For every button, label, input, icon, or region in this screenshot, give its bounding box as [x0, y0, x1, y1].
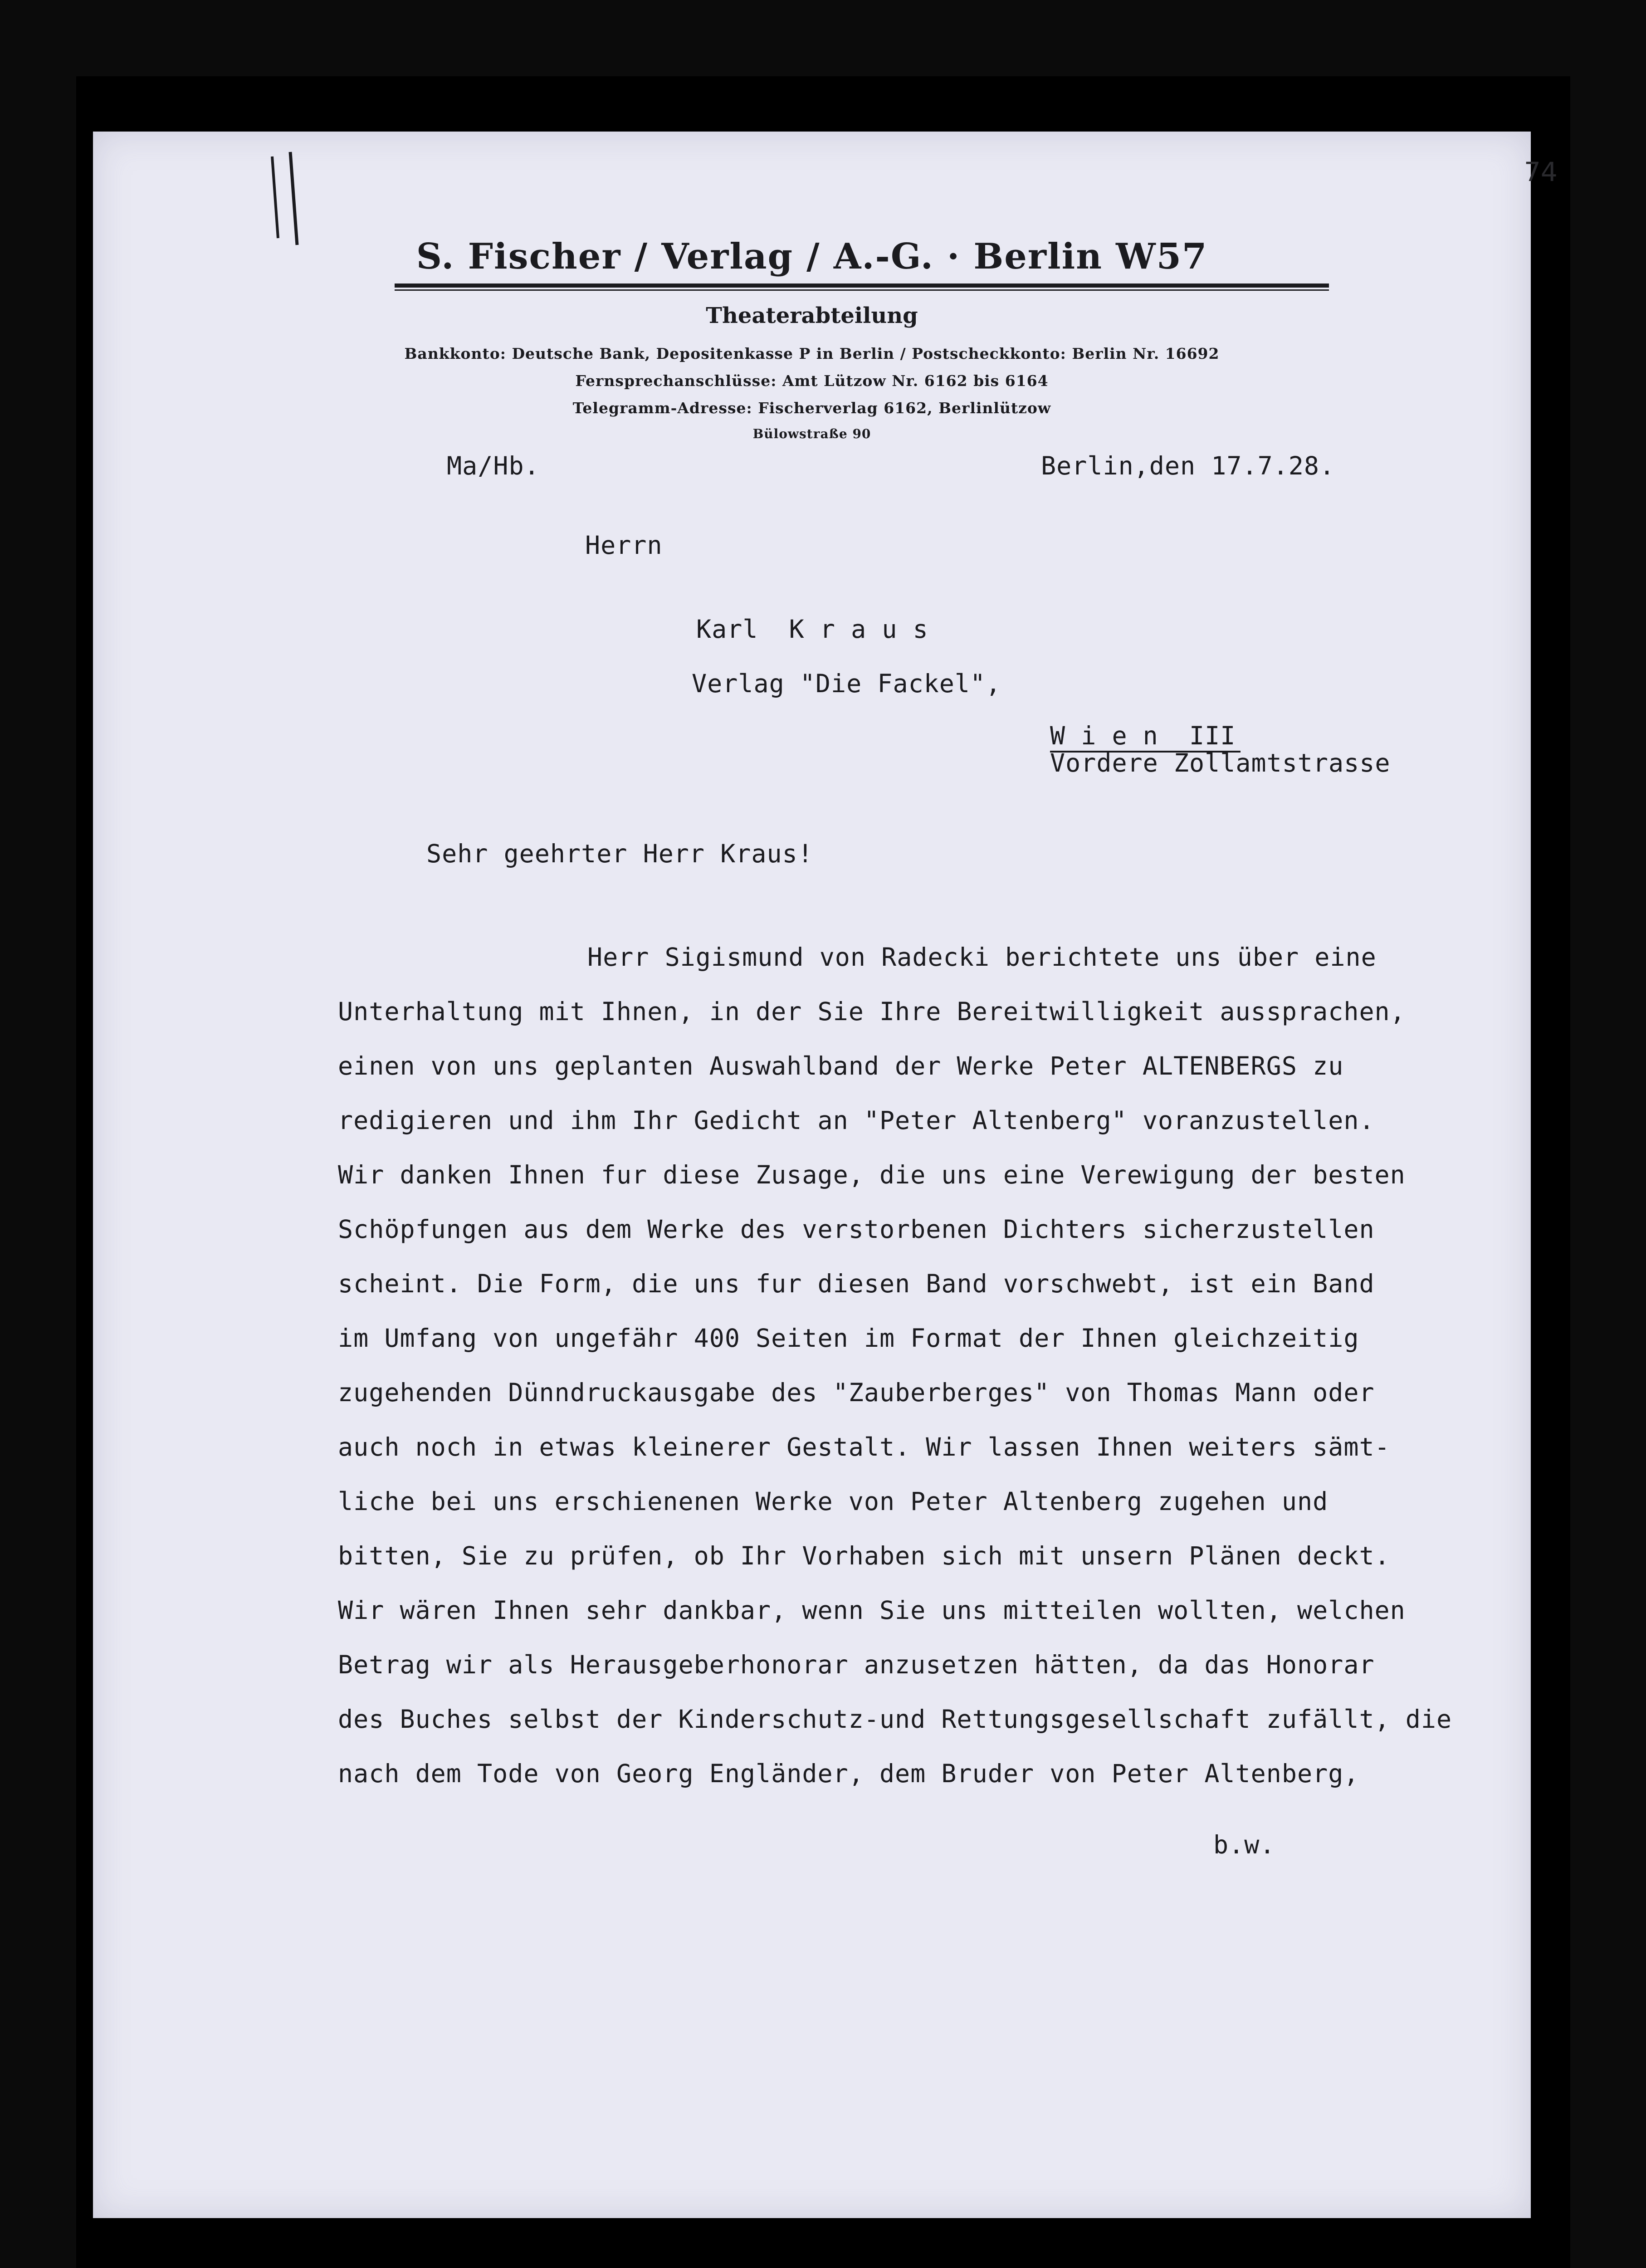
body-line: Wir danken Ihnen fur diese Zusage, die uns eine Verewigung der besten	[338, 1160, 1406, 1189]
letter-body	[338, 930, 1499, 1801]
recipient-street: Vordere Zollamtstrasse	[1050, 748, 1391, 777]
body-line: einen von uns geplanten Auswahlband der Werke Peter ALTENBERGS zu	[338, 1051, 1344, 1080]
recipient-city: W i e n III	[1050, 721, 1236, 750]
letterhead-phone-line: Fernsprechanschlüsse: Amt Lützow Nr. 6162 bis 6164	[575, 372, 1049, 390]
body-line: Betrag wir als Herausgeberhonorar anzusetzen hätten, da das Honorar	[338, 1650, 1375, 1679]
body-line: des Buches selbst der Kinderschutz-und Rettungsgesellschaft zufällt, die	[338, 1705, 1452, 1734]
body-line: redigieren und ihm Ihr Gedicht an "Peter Altenberg" voranzustellen.	[338, 1106, 1375, 1135]
letterhead-telegram-line: Telegramm-Adresse: Fischerverlag 6162, Berlinlützow	[572, 399, 1051, 417]
body-line: Herr Sigismund von Radecki berichtete uns über eine	[587, 943, 1377, 972]
letter-date: Berlin,den 17.7.28.	[1041, 451, 1335, 480]
body-line: liche bei uns erschienenen Werke von Peter Altenberg zugehen und	[338, 1487, 1329, 1516]
letterhead-rule	[395, 284, 1329, 288]
letterhead-bank-line: Bankkonto: Deutsche Bank, Depositenkasse P in Berlin / Postscheckkonto: Berlin Nr. 16692	[404, 345, 1220, 362]
body-line: scheint. Die Form, die uns fur diesen Band vorschwebt, ist ein Band	[338, 1269, 1375, 1298]
body-line: im Umfang von ungefähr 400 Seiten im Format der Ihnen gleichzeitig	[338, 1324, 1359, 1353]
greeting: Sehr geehrter Herr Kraus!	[426, 839, 813, 868]
letterhead-brand: S. Fischer / Verlag / A.-G. · Berlin W57	[416, 236, 1208, 277]
archive-number: 74	[1524, 156, 1558, 187]
continuation-mark: b.w.	[1213, 1830, 1275, 1859]
body-line: nach dem Tode von Georg Engländer, dem Bruder von Peter Altenberg,	[338, 1759, 1359, 1788]
address-salutation: Herrn	[585, 531, 663, 560]
body-line: Wir wären Ihnen sehr dankbar, wenn Sie uns mitteilen wollten, welchen	[338, 1596, 1406, 1625]
reference-code: Ma/Hb.	[447, 451, 540, 480]
body-line: auch noch in etwas kleinerer Gestalt. Wir lassen Ihnen weiters sämt-	[338, 1432, 1390, 1461]
body-line: bitten, Sie zu prüfen, ob Ihr Vorhaben sich mit unsern Plänen deckt.	[338, 1541, 1390, 1570]
letterhead-department: Theaterabteilung	[706, 303, 918, 328]
letterhead-rule-thin	[395, 289, 1329, 291]
body-line: Unterhaltung mit Ihnen, in der Sie Ihre Bereitwilligkeit aussprachen,	[338, 997, 1406, 1026]
body-line: Schöpfungen aus dem Werke des verstorbenen Dichters sicherzustellen	[338, 1215, 1375, 1244]
body-line: zugehenden Dünndruckausgabe des "Zauberberges" von Thomas Mann oder	[338, 1378, 1375, 1407]
letterhead-street-line: Bülowstraße 90	[752, 426, 871, 441]
recipient-name: Karl K r a u s	[696, 615, 928, 644]
letter-page	[93, 132, 1558, 2218]
recipient-company: Verlag "Die Fackel",	[692, 669, 1001, 698]
